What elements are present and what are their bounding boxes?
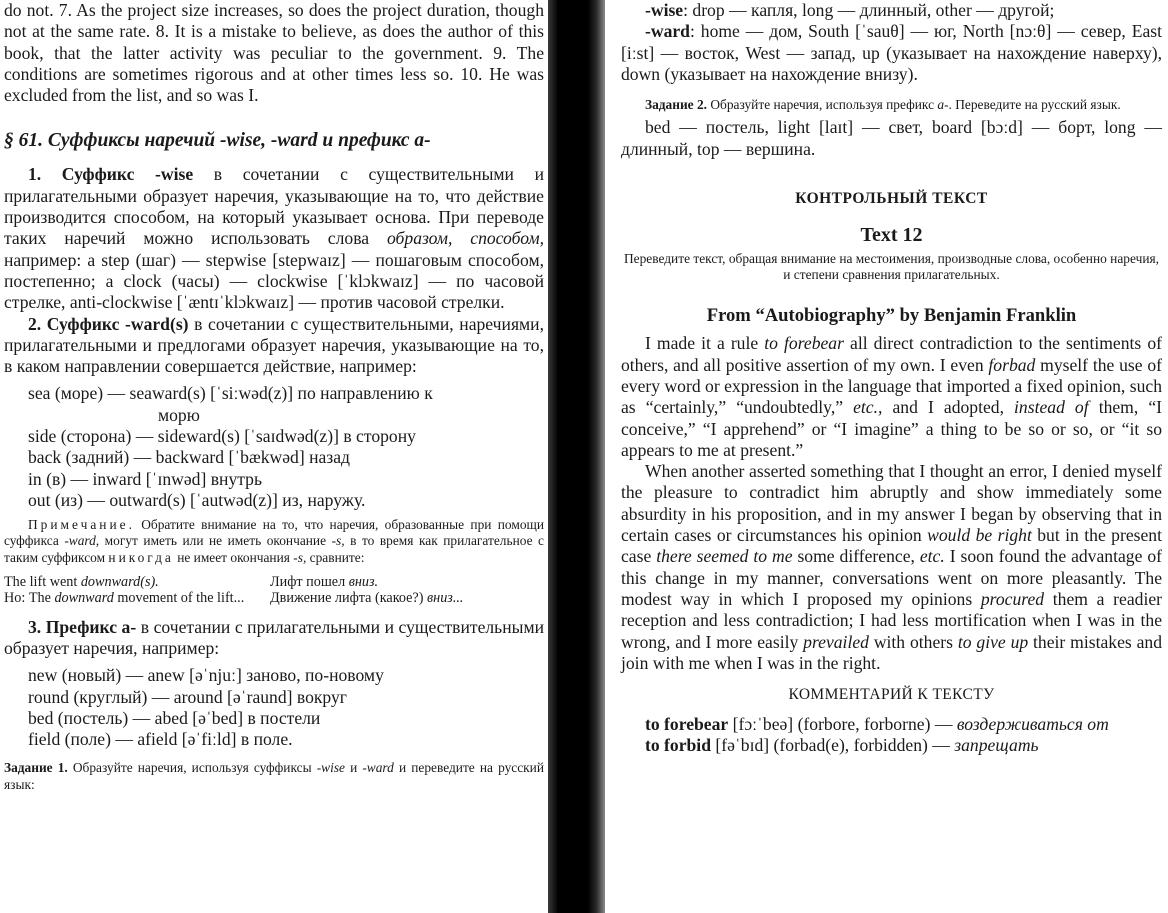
book-gutter: [548, 0, 605, 913]
task-1: Задание 1. Образуйте наречия, используя суффиксы -wise и -ward и переведите на русский язык:: [4, 760, 545, 792]
task-2-words: bed — постель, light [laɪt] — свет, board [bɔːd] — борт, long — длинный, top — вершина.: [621, 117, 1162, 159]
intro-paragraph: do not. 7. As the project size increases, so does the project duration, though not at the same rate. 8. It is a mistake to believe, as does the author of this book, that the latter activity was peculiar to the government. 9. The conditions are sometimes rigorous and at other times less so. 10. He was excluded from the list, and so was I.: [4, 0, 544, 106]
commentary-title: КОММЕНТАРИЙ К ТЕКСТУ: [788, 686, 995, 704]
task-2: Задание 2. Образуйте наречия, используя префикс a-. Переведите на русский язык.: [645, 97, 1121, 113]
reading-paragraph-2: When another asserted something that I thought an error, I denied myself the pleasure to contradict him abruptly and show immediately some absurdity in his proposition, and in my answer I began by observing that in certain cases or circumstances his opinion would be right but in the present case there seemed to me some difference, etc. I soon found the advantage of this change in my manner, conversations went on more pleasantly. The modest way in which I proposed my opinions procured them a readier reception and less contradiction; I had less mortification when I was in the wrong, and I more easily prevailed with others to give up their mistakes and join with me when I was in the right.: [621, 461, 1162, 673]
commentary-item: to forbid [fəˈbɪd] (forbad(e), forbidden) — запрещать: [645, 735, 1039, 756]
comparison-ru-2: Движение лифта (какое?) вниз...: [270, 590, 464, 607]
reading-title: From “Autobiography” by Benjamin Franklin: [706, 305, 1077, 327]
paragraph-prefix-a: 3. Префикс a- в сочетании с прилагательными и существительными образует наречия, например:: [4, 616, 544, 658]
comparison-en-2: Но: The downward movement of the lift...: [4, 590, 245, 607]
wise-words: -wise: drop — капля, long — длинный, other — другой;: [645, 0, 1055, 20]
note-paragraph: Примечание. Обратите внимание на то, что наречия, образованные при помощи суффикса -ward, могут иметь или не иметь окончание -s, в то время как прилагательное с таким суффиксом никогда не имеет окончания -s, сравните:: [4, 517, 544, 565]
left-page: [0, 0, 548, 913]
list-item: side (сторона) — sideward(s) [ˈsaɪdwəd(z)] в сторону: [28, 426, 416, 447]
list-item: new (новый) — anew [əˈnjuː] заново, по-новому: [28, 665, 384, 686]
list-item: морю: [158, 404, 200, 425]
examples-prefix-a: [4, 665, 544, 750]
text-number: Text 12: [860, 223, 923, 246]
comparison-ru-1: Лифт пошел вниз.: [270, 573, 379, 590]
commentary-item: to forebear [fɔːˈbeə] (forbore, forborne) — воздерживаться от: [645, 714, 1109, 735]
comparison-en-1: The lift went downward(s).: [4, 573, 159, 590]
section-heading: § 61. Суффиксы наречий -wise, -ward и префикс a-: [4, 130, 431, 152]
control-text-title: КОНТРОЛЬНЫЙ ТЕКСТ: [795, 189, 988, 207]
label-prefix-a: 3. Префикс a-: [28, 616, 137, 637]
list-item: field (поле) — afield [əˈfiːld] в поле.: [28, 729, 293, 750]
label-ward: 2. Суффикс -ward(s): [28, 313, 189, 334]
translation-instructions: Переведите текст, обращая внимание на местоимения, производные слова, особенно наречия, и степени сравнения прилагательных.: [623, 250, 1159, 283]
list-item: bed (постель) — abed [əˈbed] в постели: [28, 707, 321, 728]
paragraph-wise: 1. Суффикс -wise в сочетании с существительными и прилагательными образует наречия, указывающие на то, что действие производится способом, на который указывает основа. При переводе таких наречий можно использовать слова образом, способом, например: a step (шаг) — stepwise [stepwaɪz] — пошаговым способом, постепенно; a clock (часы) — clockwise [ˈklɔkwaɪz] — по часовой стрелке, anti-clockwise [ˈæntɪˈklɔkwaɪz] — против часовой стрелки.: [4, 164, 545, 313]
list-item: round (круглый) — around [əˈraund] вокруг: [28, 686, 348, 707]
label-wise: 1. Суффикс -wise: [28, 164, 194, 185]
list-item: sea (море) — seaward(s) [ˈsiːwəd(z)] по направлению к: [28, 383, 433, 404]
comparison-table: [4, 574, 544, 607]
list-item: back (задний) — backward [ˈbækwəd] назад: [28, 447, 351, 468]
list-item: in (в) — inward [ˈɪnwəd] внутрь: [28, 468, 262, 489]
ward-words: -ward: home — дом, South [ˈsauθ] — юг, North [nɔːθ] — север, East [iːst] — восток, West — запад, up (указывает на нахождение наверху), down (указывает на нахождение внизу).: [621, 21, 1162, 84]
reading-paragraph-1: I made it a rule to forebear all direct contradiction to the sentiments of others, and all positive assertion of my own. I even forbad myself the use of every word or expression in the language that imported a fixed opinion, such as “certainly,” “undoubtedly,” etc., and I adopted, instead of them, “I conceive,” “I apprehend” or “I imagine” a thing to be so or so, or “it so appears to me at present.”: [621, 333, 1163, 460]
examples-ward: [4, 383, 544, 511]
paragraph-ward: 2. Суффикс -ward(s) в сочетании с существительными, наречиями, прилагательными и предлогами образует наречия, указывающие на то, в каком направлении совершается действие, например:: [4, 313, 544, 377]
list-item: out (из) — outward(s) [ˈautwəd(z)] из, наружу.: [28, 489, 366, 510]
right-page: [605, 0, 1168, 913]
